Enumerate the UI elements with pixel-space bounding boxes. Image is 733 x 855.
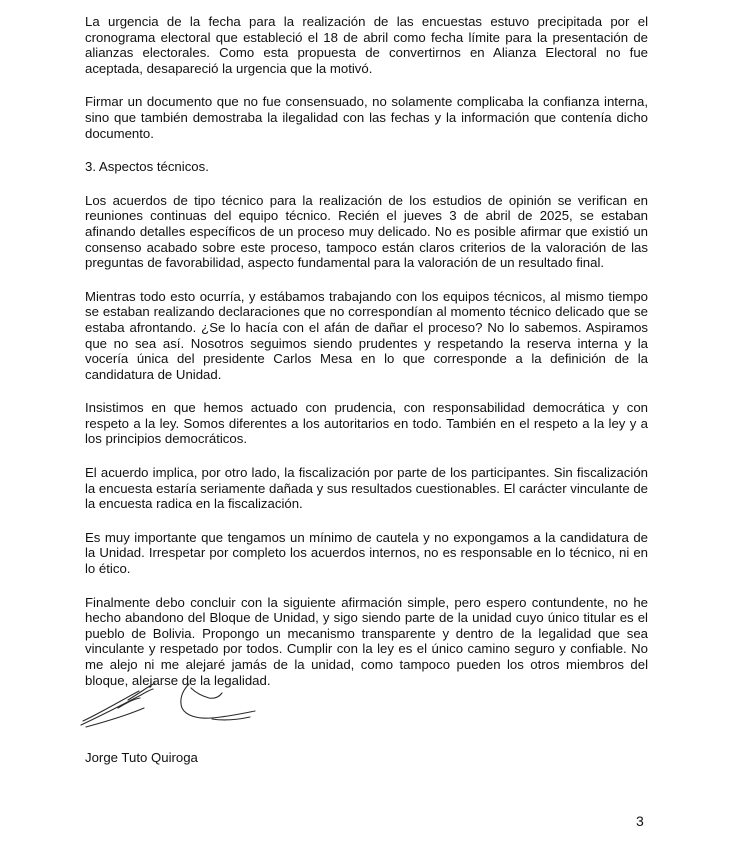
paragraph-conclusion: Finalmente debo concluir con la siguiente afirmación simple, pero espero contundente, no he hecho abandono del Bloque de Unidad, y sigo siendo parte de la unidad cuyo único titular es el pueblo de Bolivia. Propongo un mecanismo transparente y dentro de la legalidad que sea vinculante y respetado por todos. Cumplir con la ley es el único camino seguro y confiable. No me alejo ni me alejaré jamás de la unidad, como tampoco pueden los otros miembros del bloque, alejarse de la legalidad. xyxy=(85,594,648,688)
paragraph-caution: Es muy importante que tengamos un mínimo de cautela y no expongamos a la candidatura de la Unidad. Irrespetar por completo los acuerdos internos, no es responsable en lo técnico, ni en lo ético. xyxy=(85,529,648,577)
document-body xyxy=(85,14,648,706)
paragraph-declarations: Mientras todo esto ocurría, y estábamos trabajando con los equipos técnicos, al mismo tiempo se estaban realizando declaraciones que no correspondían al momento técnico delicado que se estaba afrontando. ¿Se lo hacía con el afán de dañar el proceso? No lo sabemos. Aspiramos que no sea así. Nosotros seguimos siendo prudentes y respetando la reserva interna y la vocería única del presidente Carlos Mesa en lo que corresponde a la definición de la candidatura de Unidad. xyxy=(85,288,648,382)
paragraph-election-urgency: La urgencia de la fecha para la realización de las encuestas estuvo precipitada por el cronograma electoral que estableció el 18 de abril como fecha límite para la presentación de alianzas electorales. Como esta propuesta de convertirnos en Alianza Electoral no fue aceptada, desapareció la urgencia que la motivó. xyxy=(85,14,648,76)
page-number: 3 xyxy=(636,813,644,829)
signer-name: Jorge Tuto Quiroga xyxy=(85,750,198,765)
paragraph-unconsented-document: Firmar un documento que no fue consensuado, no solamente complicaba la confianza interna, sino que también demostraba la ilegalidad con las fechas y la información que contenía dicho documento. xyxy=(85,94,648,141)
paragraph-oversight: El acuerdo implica, por otro lado, la fiscalización por parte de los participantes. Sin fiscalización la encuesta estaría seriamente dañada y sus resultados cuestionables. El carácter vinculante de la encuesta radica en la fiscalización. xyxy=(85,465,648,512)
section-heading-technical-aspects: 3. Aspectos técnicos. xyxy=(85,159,209,175)
paragraph-prudence: Insistimos en que hemos actuado con prudencia, con responsabilidad democrática y con respeto a la ley. Somos diferentes a los autoritarios en todo. También en el respeto a la ley y a los principios democráticos. xyxy=(85,400,648,447)
paragraph-technical-agreements: Los acuerdos de tipo técnico para la realización de los estudios de opinión se verifican en reuniones continuas del equipo técnico. Recién el jueves 3 de abril de 2025, se estaban afinando detalles específicos de un proceso muy delicado. No es posible afirmar que existió un consenso acabado sobre este proceso, tampoco están claros criterios de la valoración de las preguntas de favorabilidad, aspecto fundamental para la valoración de un resultado final. xyxy=(85,192,648,271)
handwritten-signature xyxy=(78,676,263,731)
